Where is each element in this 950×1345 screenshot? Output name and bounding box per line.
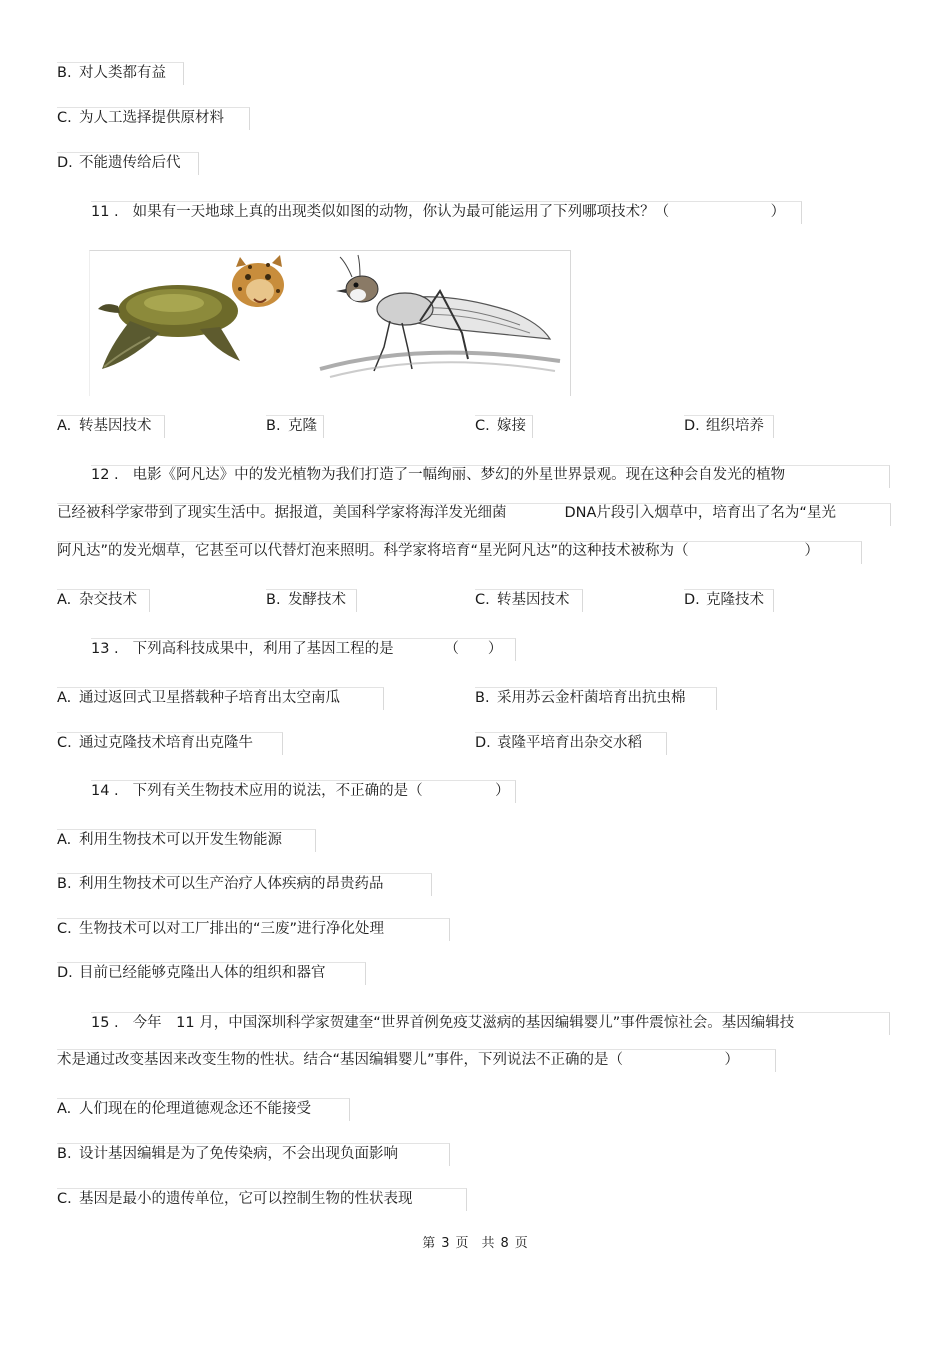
q13-option-a: A. 通过返回式卫星搭载种子培育出太空南瓜 xyxy=(57,690,340,706)
q14-option-c: C. 生物技术可以对工厂排出的“三废”进行净化处理 xyxy=(57,921,385,937)
text-frame xyxy=(91,780,516,803)
text-frame xyxy=(57,1098,350,1121)
q10-option-b: B. 对人类都有益 xyxy=(57,65,166,81)
question-11: 11 . 如果有一天地球上真的出现类似如图的动物，你认为最可能运用了下列哪项技术？（ ） xyxy=(91,204,786,220)
text-frame xyxy=(475,415,533,438)
text-frame xyxy=(57,152,199,175)
q12-option-c: C. 转基因技术 xyxy=(475,592,570,608)
q14-option-a: A. 利用生物技术可以开发生物能源 xyxy=(57,832,282,848)
q12-option-a: A. 杂交技术 xyxy=(57,592,137,608)
question-12-line-2: 已经被科学家带到了现实生活中。据报道，美国科学家将海洋发光细菌 DNA片段引入烟草中，培育出了名为“星光 xyxy=(57,505,836,521)
hybrid-animals-illustration xyxy=(90,251,570,396)
turtle-leopard-hybrid xyxy=(98,255,284,369)
text-frame xyxy=(57,62,184,85)
text-frame xyxy=(57,962,366,985)
text-frame xyxy=(57,687,384,710)
q11-option-d: D. 组织培养 xyxy=(684,418,764,434)
text-frame xyxy=(57,1188,467,1211)
question-15-line-2: 术是通过改变基因来改变生物的性状。结合“基因编辑婴儿”事件，下列说法不正确的是（ ） xyxy=(57,1052,740,1068)
q11-option-b: B. 克隆 xyxy=(266,418,317,434)
question-14: 14 . 下列有关生物技术应用的说法，不正确的是（ ） xyxy=(91,783,510,799)
text-frame xyxy=(91,1012,890,1035)
q13-option-c: C. 通过克隆技术培育出克隆牛 xyxy=(57,735,253,751)
text-frame xyxy=(475,687,717,710)
text-frame xyxy=(91,465,890,488)
q14-option-b: B. 利用生物技术可以生产治疗人体疾病的昂贵药品 xyxy=(57,876,384,892)
question-15-line-1: 15 . 今年 11 月，中国深圳科学家贺建奎“世界首例免疫艾滋病的基因编辑婴儿”事件震惊社会。基因编辑技 xyxy=(91,1015,795,1031)
q11-option-c: C. 嫁接 xyxy=(475,418,526,434)
q10-option-d: D. 不能遗传给后代 xyxy=(57,155,181,171)
grasshopper-sparrow-hybrid xyxy=(320,255,560,377)
question-12-line-1: 12 . 电影《阿凡达》中的发光植物为我们打造了一幅绚丽、梦幻的外星世界景观。现在这种会自发光的植物 xyxy=(91,467,786,483)
q11-option-a: A. 转基因技术 xyxy=(57,418,152,434)
question-12-line-3: 阿凡达”的发光烟草，它甚至可以代替灯泡来照明。科学家将培育“星光阿凡达”的这种技术被称为（ ） xyxy=(57,543,820,559)
text-frame xyxy=(91,638,516,661)
q13-option-d: D. 袁隆平培育出杂交水稻 xyxy=(475,735,642,751)
question-13: 13 . 下列高科技成果中，利用了基因工程的是 （ ） xyxy=(91,641,503,657)
q15-option-a: A. 人们现在的伦理道德观念还不能接受 xyxy=(57,1101,311,1117)
text-frame xyxy=(475,732,667,755)
text-frame xyxy=(57,918,450,941)
q12-option-d: D. 克隆技术 xyxy=(684,592,764,608)
text-frame xyxy=(57,829,316,852)
q15-option-b: B. 设计基因编辑是为了免传染病，不会出现负面影响 xyxy=(57,1146,398,1162)
q10-option-c: C. 为人工选择提供原材料 xyxy=(57,110,224,126)
text-frame xyxy=(57,873,432,896)
q12-option-b: B. 发酵技术 xyxy=(266,592,346,608)
text-frame xyxy=(57,415,165,438)
q13-option-b: B. 采用苏云金杆菌培育出抗虫棉 xyxy=(475,690,686,706)
text-frame xyxy=(57,1143,450,1166)
q15-option-c: C. 基因是最小的遗传单位，它可以控制生物的性状表现 xyxy=(57,1191,413,1207)
text-frame xyxy=(684,589,774,612)
text-frame xyxy=(266,415,324,438)
text-frame xyxy=(57,503,891,526)
text-frame xyxy=(57,1049,776,1072)
text-frame xyxy=(57,732,283,755)
question-11-figure xyxy=(89,250,571,396)
text-frame xyxy=(57,589,150,612)
text-frame xyxy=(475,589,583,612)
page-footer: 第 3 页 共 8 页 xyxy=(422,1236,528,1251)
text-frame xyxy=(91,201,802,224)
text-frame xyxy=(266,589,357,612)
text-frame xyxy=(684,415,774,438)
q14-option-d: D. 目前已经能够克隆出人体的组织和器官 xyxy=(57,965,326,981)
text-frame xyxy=(57,541,862,564)
text-frame xyxy=(57,107,250,130)
